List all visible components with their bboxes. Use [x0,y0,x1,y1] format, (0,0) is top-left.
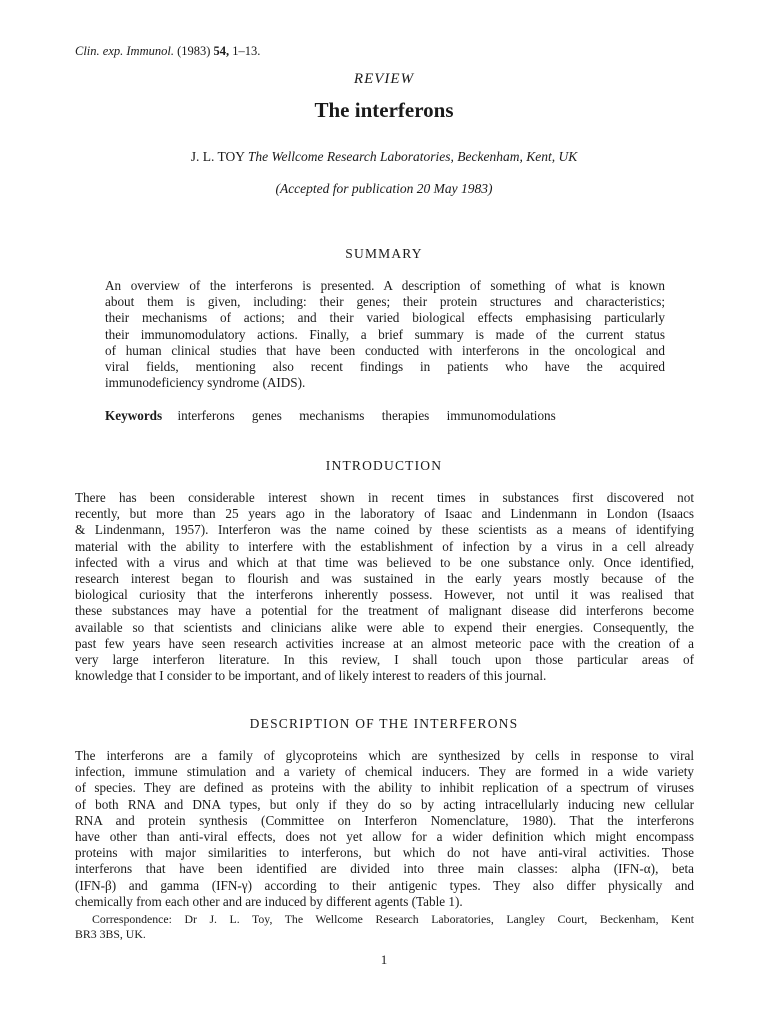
description-line: (IFN-β) and gamma (IFN-γ) according to their antigenic types. They also differ physically and [75,877,694,893]
introduction-paragraph [75,490,694,684]
introduction-line: biological curiosity that the interferons inherently possess. However, not until it was realised that [75,587,694,603]
section-label: REVIEW [353,71,415,87]
keyword: interferons [177,408,235,423]
introduction-heading: INTRODUCTION [325,458,443,473]
correspondence-line: BR3 3BS, UK. [75,927,146,941]
summary-line: of human clinical studies that have been conducted with interferons in the oncological and [105,342,665,358]
description-paragraph [75,748,694,910]
keyword: therapies [381,408,430,423]
introduction-line: available so that scientists and clinicians alike were able to expend their energies. Consequently, the [75,619,694,635]
description-line: of species. They are defined as proteins with the ability to inhibit replication of a spectrum of viruses [75,780,694,796]
description-heading: DESCRIPTION OF THE INTERFERONS [249,716,519,731]
correspondence-line: Correspondence: Dr J. L. Toy, The Wellcome Research Laboratories, Langley Court, Beckenham, Kent [92,912,694,926]
summary-heading: SUMMARY [345,246,423,261]
introduction-line: very large interferon literature. In this review, I shall touch upon those particular areas of [75,651,694,667]
description-line: have other than anti-viral effects, does not yet allow for a wider definition which might encompass [75,828,694,844]
keywords [105,408,570,424]
journal-citation [75,44,260,59]
description-line: interferons that have been identified are divided into three main classes: alpha (IFN-α), beta [75,861,694,877]
summary-line: An overview of the interferons is presented. A description of something of what is known [105,278,665,293]
keyword: immunomodulations [446,408,556,423]
introduction-line: & Lindenmann, 1957). Interferon was the name coined by these scientists as a means of identifying [75,522,694,538]
introduction-line: recently, but more than 25 years ago in the laboratory of Isaac and Lindenmann in London (Isaacs [75,506,694,522]
description-line: The interferons are a family of glycoproteins which are synthesized by cells in response to viral [75,748,694,763]
journal-volume: 54, [213,44,230,58]
correspondence-footnote [75,912,694,942]
article-title: The interferons [314,98,454,122]
introduction-line: past few years have seen research activities increase at an almost meteoric pace with the creation of a [75,635,694,651]
author-name: J. L. TOY [190,149,245,164]
journal-pages: 1–13. [232,44,261,58]
page-number: 1 [380,952,388,967]
keywords-label: Keywords [105,408,163,423]
journal-name: Clin. exp. Immunol. [75,44,174,58]
keyword: mechanisms [299,408,365,423]
accepted-date: (Accepted for publication 20 May 1983) [275,181,493,196]
summary-line: about them is given, including: their genes; their protein structures and characteristics; [105,294,665,310]
summary-paragraph [105,278,665,391]
introduction-line: these substances may have a potential for the treatment of malignant disease did interferons become [75,603,694,619]
summary-line: their immunomodulatory actions. Finally, a brief summary is made of the current status [105,326,665,342]
summary-line: their mechanisms of actions; and their varied biological effects emphasising particularly [105,310,665,326]
description-line: infection, immune stimulation and a variety of chemical inducers. They are formed in a wide variety [75,764,694,780]
description-line: RNA and protein synthesis (Committee on Interferon Nomenclature, 1980). That the interferons [75,812,694,828]
author-affiliation: The Wellcome Research Laboratories, Beckenham, Kent, UK [247,149,578,164]
summary-line: viral fields, mentioning also recent findings in patients who have the acquired [105,358,665,374]
introduction-line: There has been considerable interest shown in recent times in substances first discovered not [75,490,694,505]
introduction-line: material with the ability to interfere with the establishment of infection by a virus in a cell already [75,538,694,554]
introduction-line: research interest began to flourish and was sustained in the early years mostly because of the [75,570,694,586]
author-line [0,149,768,165]
description-line: chemically from each other and are induced by different agents (Table 1). [75,893,463,909]
description-line: proteins with major similarities to interferons, but which do not have anti-viral activities. Those [75,845,694,861]
summary-line: immunodeficiency syndrome (AIDS). [105,375,306,391]
journal-year: (1983) [177,44,211,58]
introduction-line: infected with a virus and which at that time was believed to be one substance only. Once identified, [75,554,694,570]
keyword: genes [251,408,282,423]
introduction-line: knowledge that I consider to be important, and of likely interest to readers of this journal. [75,668,547,684]
description-line: of both RNA and DNA types, but only if they do so by acting intracellularly inducing new cellular [75,796,694,812]
